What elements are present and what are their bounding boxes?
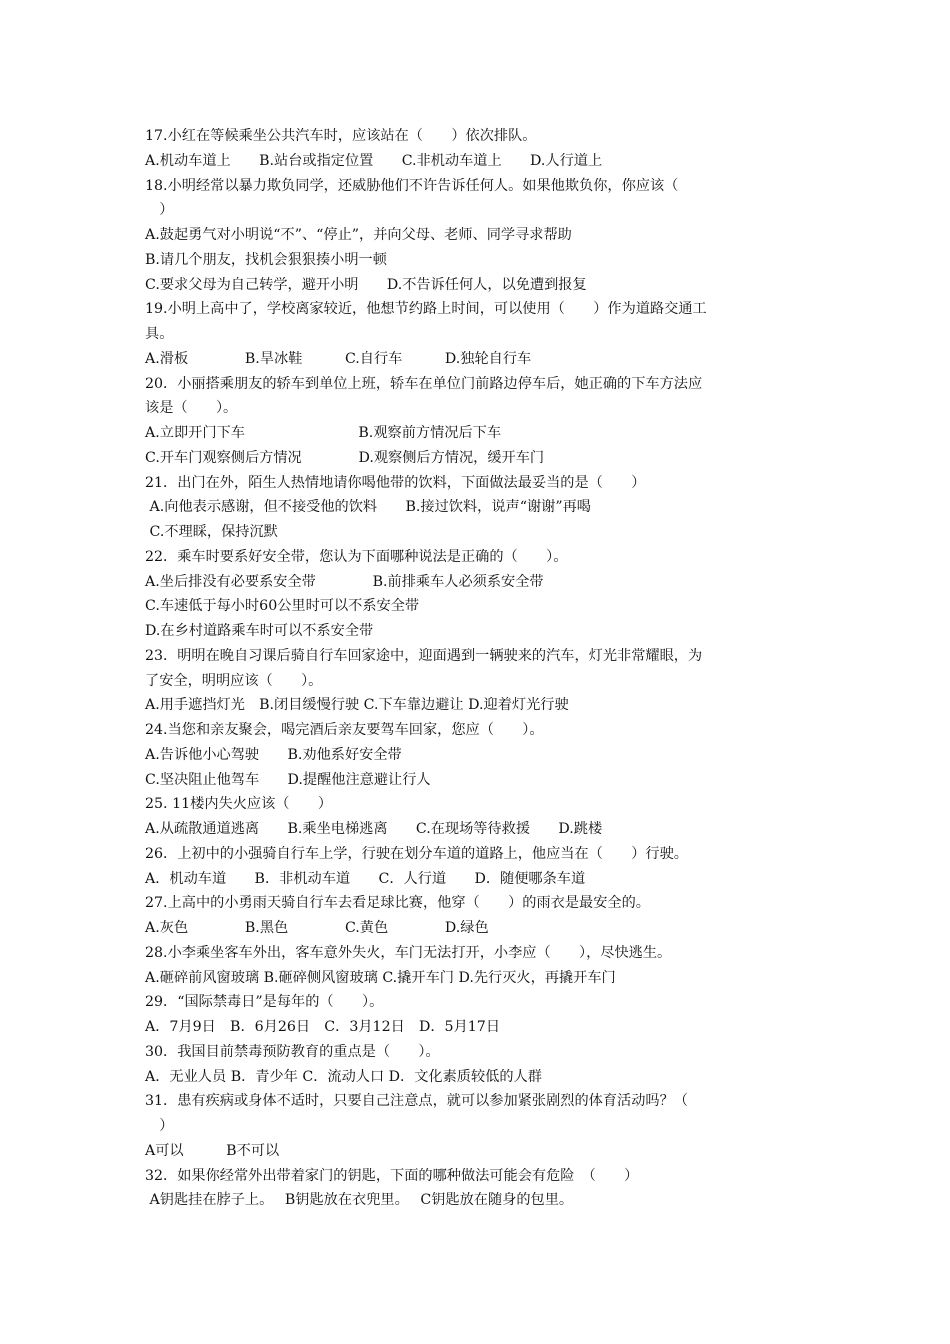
text-line: C.不理睬，保持沉默 <box>145 524 278 540</box>
text-line: ） <box>145 1118 174 1134</box>
text-line: 18.小明经常以暴力欺负同学，还威胁他们不许告诉任何人。如果他欺负你，你应该（ <box>145 177 679 194</box>
text-line: A．无业人员 B．青少年 C．流动人口 D．文化素质较低的人群 <box>145 1068 542 1085</box>
text-line: A.用手遮挡灯光 B.闭目缓慢行驶 C.下车靠边避让 D.迎着灯光行驶 <box>145 697 569 714</box>
text-line: 26．上初中的小强骑自行车上学，行驶在划分车道的道路上，他应当在（ ）行驶。 <box>145 845 688 862</box>
text-line: A可以 B不可以 <box>145 1142 280 1159</box>
text-line: C.坚决阻止他驾车 D.提醒他注意避让行人 <box>145 771 431 788</box>
text-line: 29．“国际禁毒日”是每年的（ ）。 <box>145 994 384 1011</box>
text-line: 27.上高中的小勇雨天骑自行车去看足球比赛，他穿（ ）的雨衣是最安全的。 <box>145 895 650 912</box>
text-line: 具。 <box>145 326 174 342</box>
text-line: D.在乡村道路乘车时可以不系安全带 <box>145 623 374 639</box>
text-line: C.车速低于每小时60公里时可以不系安全带 <box>145 598 420 615</box>
text-line: ） <box>145 202 174 219</box>
text-line: 23．明明在晚自习课后骑自行车回家途中，迎面遇到一辆驶来的汽车，灯光非常耀眼，为 <box>145 647 703 664</box>
text-line: A.坐后排没有必要系安全带 B.前排乘车人必须系安全带 <box>145 573 544 590</box>
text-line: 28.小李乘坐客车外出，客车意外失火，车门无法打开，小李应（ ），尽快逃生。 <box>145 944 672 961</box>
text-line: A.立即开门下车 B.观察前方情况后下车 <box>145 425 502 441</box>
text-line: A.滑板 B.旱冰鞋 C.自行车 D.独轮自行车 <box>145 350 532 367</box>
text-line: 32．如果你经常外出带着家门的钥匙，下面的哪种做法可能会有危险 （ ） <box>145 1167 639 1184</box>
text-line: A.向他表示感谢，但不接受他的饮料 B.接过饮料，说声“谢谢”再喝 <box>145 499 591 516</box>
text-line: A.告诉他小心驾驶 B.劝他系好安全带 <box>145 746 402 763</box>
text-line: 19.小明上高中了，学校离家较近，他想节约路上时间，可以使用（ ）作为道路交通工 <box>145 301 707 318</box>
text-line: A.鼓起勇气对小明说“不”、“停止”，并向父母、老师、同学寻求帮助 <box>145 227 572 243</box>
text-line: A．7月9日 B．6月26日 C．3月12日 D．5月17日 <box>145 1019 501 1035</box>
text-line: A.机动车道上 B.站台或指定位置 C.非机动车道上 D.人行道上 <box>145 152 603 169</box>
text-line: A.砸碎前风窗玻璃 B.砸碎侧风窗玻璃 C.撬开车门 D.先行灭火，再撬开车门 <box>145 969 616 986</box>
text-line: 31．患有疾病或身体不适时，只要自己注意点，就可以参加紧张剧烈的体育活动吗？（ <box>145 1093 688 1110</box>
text-line: 30．我国目前禁毒预防教育的重点是（ ）。 <box>145 1043 440 1060</box>
document-body <box>145 124 809 1213</box>
text-line: A．机动车道 B．非机动车道 C．人行道 D．随便哪条车道 <box>145 870 586 887</box>
text-line: B.请几个朋友，找机会狠狠揍小明一顿 <box>145 251 387 268</box>
text-line: 20．小丽搭乘朋友的轿车到单位上班，轿车在单位门前路边停车后，她正确的下车方法应 <box>145 375 703 392</box>
text-line: 该是（ ）。 <box>145 400 238 417</box>
text-line: 17.小红在等候乘坐公共汽车时，应该站在（ ）依次排队。 <box>145 128 537 144</box>
text-line: A.从疏散通道逃离 B.乘坐电梯逃离 C.在现场等待救援 D.跳楼 <box>145 821 603 837</box>
text-line: 21．出门在外，陌生人热情地请你喝他带的饮料，下面做法最妥当的是（ ） <box>145 474 646 491</box>
text-line: A.灰色 B.黑色 C.黄色 D.绿色 <box>145 920 489 936</box>
text-line: A钥匙挂在脖子上。 B钥匙放在衣兜里。 C钥匙放在随身的包里。 <box>145 1192 574 1209</box>
text-line: 24.当您和亲友聚会，喝完酒后亲友要驾车回家，您应（ ）。 <box>145 722 544 738</box>
text-line: 了安全，明明应该（ ）。 <box>145 672 323 689</box>
text-line: 25. 11楼内失火应该（ ） <box>145 796 333 813</box>
text-line: C.开车门观察侧后方情况 D.观察侧后方情况，缓开车门 <box>145 449 545 466</box>
text-line: C.要求父母为自己转学，避开小明 D.不告诉任何人，以免遭到报复 <box>145 276 587 293</box>
text-line: 22．乘车时要系好安全带，您认为下面哪种说法是正确的（ ）。 <box>145 548 568 565</box>
